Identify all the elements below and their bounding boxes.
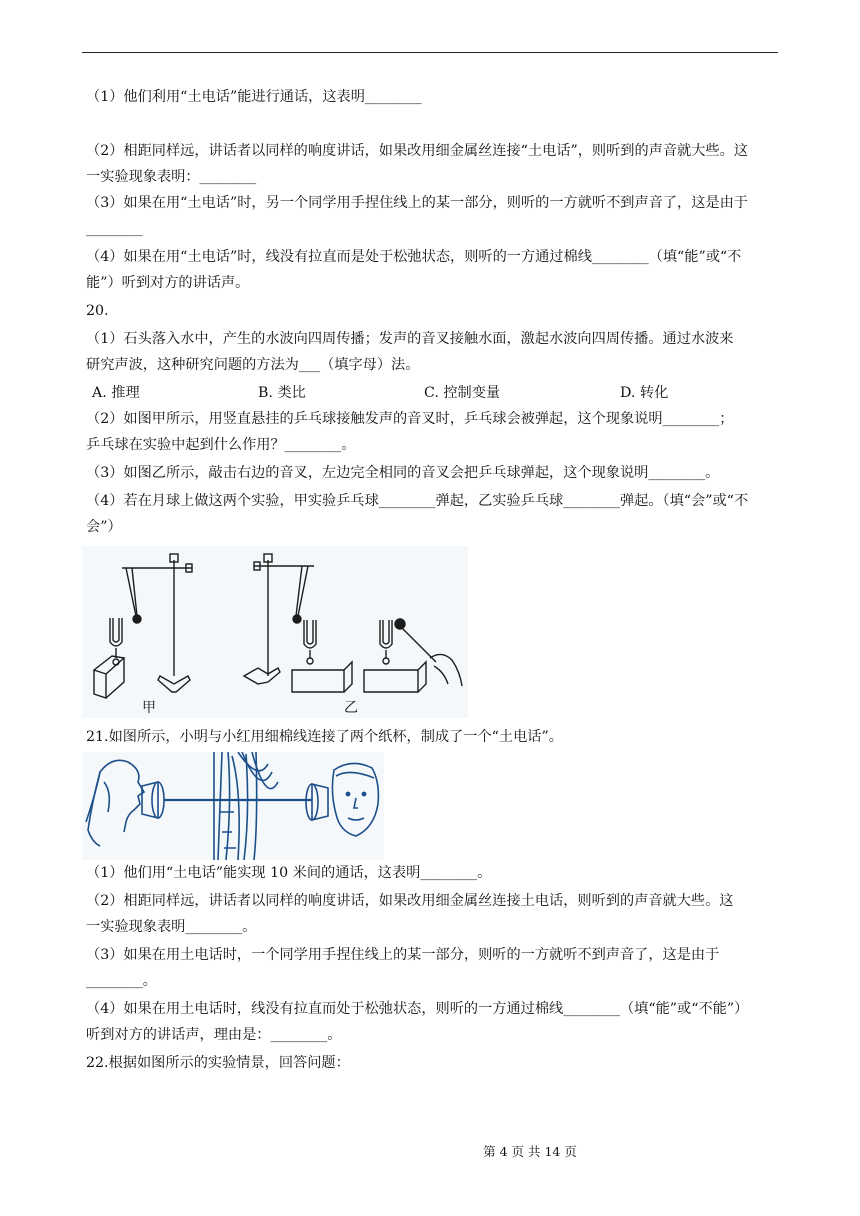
q22-stem: 22.根据如图所示的实验情景，回答问题： bbox=[86, 1055, 350, 1071]
q20-number: 20. bbox=[86, 303, 109, 319]
q19-part4-line1: （4）如果在用“土电话”时，线没有拉直而是处于松弛状态，则听的一方通过棉线________（填“能”或“不 bbox=[86, 249, 742, 265]
q19-part3-line1: （3）如果在用“土电话”时，另一个同学用手捏住线上的某一部分，则听的一方就听不到声音了，这是由于 bbox=[86, 195, 748, 211]
cup-telephone-illustration bbox=[82, 752, 384, 860]
q20-part1-line2: 研究声波，这种研究问题的方法为___（填字母）法。 bbox=[86, 357, 420, 373]
q20-part1-line1: （1）石头落入水中，产生的水波向四周传播；发声的音叉接触水面，激起水波向四周传播。通过水波来 bbox=[86, 331, 734, 347]
q21-part4-line2: 听到对方的讲话声，理由是：________。 bbox=[86, 1027, 342, 1043]
option-d: D. 转化 bbox=[620, 385, 669, 401]
cup-telephone-figure bbox=[82, 752, 384, 860]
q20-part3: （3）如图乙所示，敲击右边的音叉，左边完全相同的音叉会把乒乓球弹起，这个现象说明________。 bbox=[86, 465, 720, 481]
q21-part2-line1: （2）相距同样远，讲话者以同样的响度讲话，如果改用细金属丝连接土电话，则听到的声音就大些。这 bbox=[86, 893, 734, 909]
q19-part2-line1: （2）相距同样远，讲话者以同样的响度讲话，如果改用细金属丝连接“土电话”，则听到的声音就大些。这 bbox=[86, 143, 748, 159]
q20-part2-line1: （2）如图甲所示，用竖直悬挂的乒乓球接触发声的音叉时，乒乓球会被弹起，这个现象说明________； bbox=[86, 411, 734, 427]
q20-part4-line2: 会”） bbox=[86, 519, 122, 535]
q19-part4-line2: 能”）听到对方的讲话声。 bbox=[86, 275, 250, 291]
q19-part2-line2: 一实验现象表明：________ bbox=[86, 169, 257, 185]
q21-part3-line1: （3）如果在用土电话时，一个同学用手捏住线上的某一部分，则听的一方就听不到声音了，这是由于 bbox=[86, 947, 720, 963]
q21-part4-line1: （4）如果在用土电话时，线没有拉直而处于松弛状态，则听的一方通过棉线________（填“能”或“不能”） bbox=[86, 1001, 749, 1017]
q21-part3-line2: ________。 bbox=[86, 973, 157, 989]
option-a: A. 推理 bbox=[92, 385, 140, 401]
q21-part1: （1）他们用“土电话”能实现 10 米间的通话，这表明________。 bbox=[86, 865, 492, 881]
page-footer: 第 4 页 共 14 页 bbox=[483, 1144, 577, 1159]
label-jia: 甲 bbox=[142, 700, 156, 716]
tuning-fork-figure bbox=[82, 546, 468, 718]
q19-part1: （1）他们利用“土电话”能进行通话，这表明________ bbox=[86, 89, 422, 105]
option-b: B. 类比 bbox=[258, 385, 306, 401]
header-rule bbox=[82, 52, 778, 53]
q21-stem: 21.如图所示，小明与小红用细棉线连接了两个纸杯，制成了一个“土电话”。 bbox=[86, 729, 563, 745]
label-yi: 乙 bbox=[344, 700, 358, 716]
q21-part2-line2: 一实验现象表明________。 bbox=[86, 919, 257, 935]
tuning-fork-illustration bbox=[82, 546, 468, 718]
q20-part4-line1: （4）若在月球上做这两个实验，甲实验乒乓球________弹起，乙实验乒乓球________弹起。（填“会”或“不 bbox=[86, 493, 749, 509]
q19-part3-line2: ________ bbox=[86, 221, 143, 237]
option-c: C. 控制变量 bbox=[424, 385, 501, 401]
q20-part2-line2: 乒乓球在实验中起到什么作用？________。 bbox=[86, 437, 356, 453]
